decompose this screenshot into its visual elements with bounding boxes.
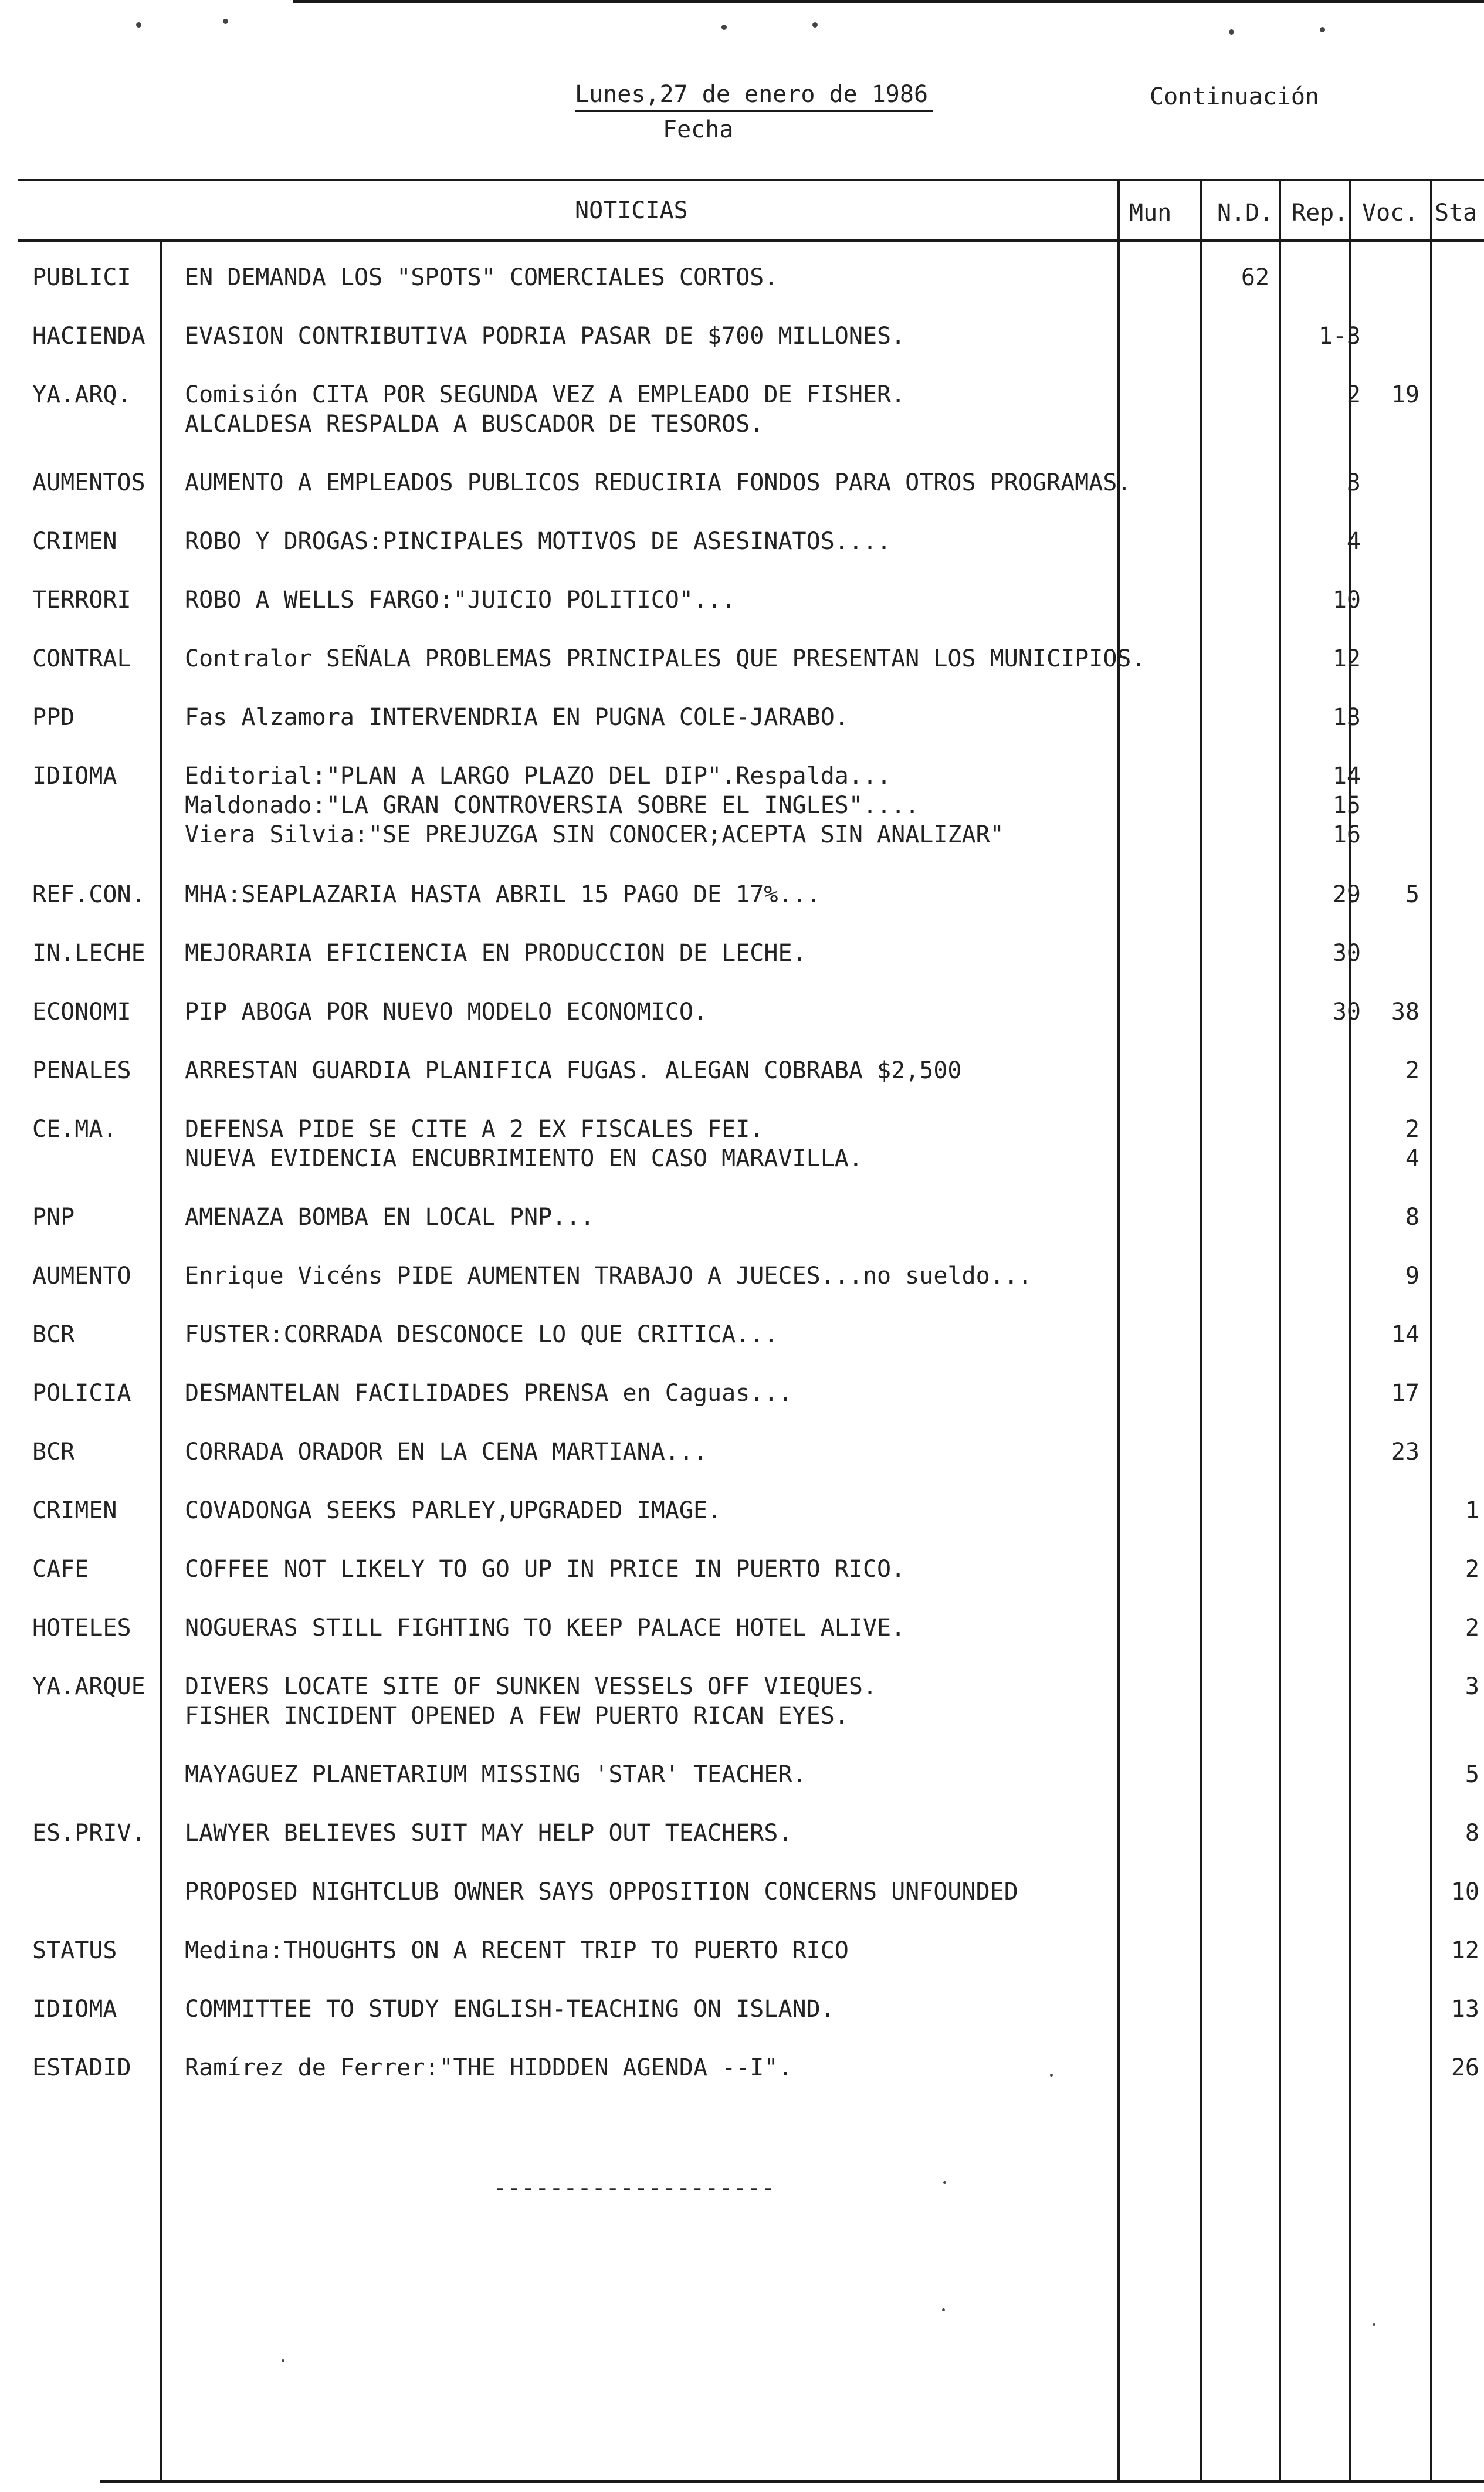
scan-speck — [942, 2308, 945, 2311]
voc-page-number: 38 — [1391, 998, 1419, 1025]
voc-page-number: 5 — [1405, 881, 1419, 908]
column-header-voc: Voc. — [1362, 199, 1419, 226]
scan-speck — [1373, 2323, 1375, 2326]
news-headline: MAYAGUEZ PLANETARIUM MISSING 'STAR' TEACHER. — [185, 1761, 807, 1788]
scan-speck — [721, 25, 727, 30]
news-headline: LAWYER BELIEVES SUIT MAY HELP OUT TEACHERS. — [185, 1820, 792, 1847]
news-headline: NOGUERAS STILL FIGHTING TO KEEP PALACE HOTEL ALIVE. — [185, 1614, 906, 1641]
section-code: STATUS — [32, 1937, 117, 1964]
section-code: AUMENTOS — [32, 469, 145, 496]
section-code: HOTELES — [32, 1614, 131, 1641]
sta-page-number: 26 — [1451, 2054, 1479, 2081]
sta-page-number: 2 — [1465, 1614, 1479, 1641]
news-headline: PIP ABOGA POR NUEVO MODELO ECONOMICO. — [185, 998, 708, 1025]
news-headline: COFFEE NOT LIKELY TO GO UP IN PRICE IN PUERTO RICO. — [185, 1556, 906, 1583]
column-header-rep: Rep. — [1292, 199, 1349, 226]
scan-speck — [943, 2181, 946, 2184]
table-bottom-line — [100, 2480, 1484, 2483]
scan-speck — [1050, 2074, 1053, 2077]
header-continuation: Continuación — [1150, 83, 1319, 110]
news-headline: MHA:SEAPLAZARIA HASTA ABRIL 15 PAGO DE 17%... — [185, 881, 821, 908]
section-code: PENALES — [32, 1057, 131, 1084]
rep-page-number: 12 — [1332, 645, 1361, 672]
sta-page-number: 8 — [1465, 1820, 1479, 1847]
sta-page-number: 2 — [1465, 1556, 1479, 1583]
section-code: ES.PRIV. — [32, 1820, 145, 1847]
column-divider-nd — [1200, 179, 1202, 2480]
section-code: IDIOMA — [32, 1996, 117, 2023]
news-headline: Enrique Vicéns PIDE AUMENTEN TRABAJO A JUECES...no sueldo... — [185, 1262, 1032, 1289]
rep-page-number: 10 — [1332, 587, 1361, 614]
header-date-label: Fecha — [663, 116, 734, 143]
date-underline — [575, 110, 933, 112]
rep-page-number: 29 — [1332, 881, 1361, 908]
scan-speck — [812, 22, 818, 28]
section-code: AUMENTO — [32, 1262, 131, 1289]
news-headline: Editorial:"PLAN A LARGO PLAZO DEL DIP".Respalda... — [185, 763, 892, 790]
news-headline: COVADONGA SEEKS PARLEY,UPGRADED IMAGE. — [185, 1497, 722, 1524]
section-code: YA.ARQUE — [32, 1673, 145, 1700]
section-code: PPD — [32, 704, 75, 731]
column-divider-mun — [1117, 179, 1120, 2480]
section-code: BCR — [32, 1438, 75, 1465]
table-top-line — [18, 179, 1484, 181]
rep-page-number: 30 — [1332, 940, 1361, 967]
footer-rule: -------------------- — [493, 2175, 775, 2202]
news-headline: COMMITTEE TO STUDY ENGLISH-TEACHING ON ISLAND. — [185, 1996, 835, 2023]
sta-page-number: 13 — [1451, 1996, 1479, 2023]
news-headline: Comisión CITA POR SEGUNDA VEZ A EMPLEADO DE FISHER. — [185, 381, 906, 408]
news-headline: ROBO Y DROGAS:PINCIPALES MOTIVOS DE ASESINATOS.... — [185, 528, 892, 555]
news-headline: ROBO A WELLS FARGO:"JUICIO POLITICO"... — [185, 587, 736, 614]
section-code: CONTRAL — [32, 645, 131, 672]
sta-page-number: 10 — [1451, 1878, 1479, 1905]
column-header-sta: Sta — [1435, 199, 1478, 226]
voc-page-number: 17 — [1391, 1380, 1419, 1407]
column-divider-voc — [1349, 179, 1351, 2480]
voc-page-number: 2 — [1405, 1057, 1419, 1084]
rep-page-number: 1-3 — [1318, 323, 1361, 350]
scan-speck — [282, 2359, 284, 2362]
scan-speck — [1320, 27, 1325, 32]
section-code: IN.LECHE — [32, 940, 145, 967]
news-headline: FISHER INCIDENT OPENED A FEW PUERTO RICAN EYES. — [185, 1702, 849, 1729]
news-headline: DIVERS LOCATE SITE OF SUNKEN VESSELS OFF VIEQUES. — [185, 1673, 877, 1700]
sta-page-number: 1 — [1465, 1497, 1479, 1524]
section-code: REF.CON. — [32, 881, 145, 908]
news-headline: AMENAZA BOMBA EN LOCAL PNP... — [185, 1204, 595, 1231]
news-headline: EN DEMANDA LOS "SPOTS" COMERCIALES CORTOS. — [185, 264, 778, 291]
voc-page-number: 8 — [1405, 1204, 1419, 1231]
column-divider-rep — [1279, 179, 1281, 2480]
section-code: CAFE — [32, 1556, 89, 1583]
news-headline: Contralor SEÑALA PROBLEMAS PRINCIPALES QUE PRESENTAN LOS MUNICIPIOS. — [185, 645, 1146, 672]
news-headline: ARRESTAN GUARDIA PLANIFICA FUGAS. ALEGAN COBRABA $2,500 — [185, 1057, 962, 1084]
voc-page-number: 9 — [1405, 1262, 1419, 1289]
news-headline: PROPOSED NIGHTCLUB OWNER SAYS OPPOSITION CONCERNS UNFOUNDED — [185, 1878, 1018, 1905]
column-divider-section — [160, 239, 162, 2480]
section-code: ECONOMI — [32, 998, 131, 1025]
section-code: CRIMEN — [32, 1497, 117, 1524]
rep-page-number: 2 — [1346, 381, 1361, 408]
news-headline: Viera Silvia:"SE PREJUZGA SIN CONOCER;ACEPTA SIN ANALIZAR" — [185, 821, 1004, 848]
section-code: POLICIA — [32, 1380, 131, 1407]
column-header-nd: N.D. — [1217, 199, 1274, 226]
sta-page-number: 5 — [1465, 1761, 1479, 1788]
scan-speck — [136, 22, 141, 28]
section-code: PUBLICI — [32, 264, 131, 291]
news-headline: Maldonado:"LA GRAN CONTROVERSIA SOBRE EL INGLES".... — [185, 792, 920, 819]
column-header-mun: Mun — [1129, 199, 1172, 226]
rep-page-number: 4 — [1346, 528, 1361, 555]
news-headline: DEFENSA PIDE SE CITE A 2 EX FISCALES FEI. — [185, 1116, 764, 1143]
news-headline: ALCALDESA RESPALDA A BUSCADOR DE TESOROS. — [185, 411, 764, 438]
section-code: ESTADID — [32, 2054, 131, 2081]
table-header-line — [18, 239, 1484, 242]
voc-page-number: 23 — [1391, 1438, 1419, 1465]
news-headline: Ramírez de Ferrer:"THE HIDDDEN AGENDA --I". — [185, 2054, 792, 2081]
section-code: HACIENDA — [32, 323, 145, 350]
sta-page-number: 3 — [1465, 1673, 1479, 1700]
rep-page-number: 14 15 16 — [1332, 763, 1361, 848]
rep-page-number: 13 — [1332, 704, 1361, 731]
section-code: BCR — [32, 1321, 75, 1348]
scan-speck — [223, 19, 228, 24]
news-headline: NUEVA EVIDENCIA ENCUBRIMIENTO EN CASO MARAVILLA. — [185, 1145, 863, 1172]
news-headline: MEJORARIA EFICIENCIA EN PRODUCCION DE LECHE. — [185, 940, 807, 967]
section-code: CRIMEN — [32, 528, 117, 555]
section-code: TERRORI — [32, 587, 131, 614]
rep-page-number: 3 — [1346, 469, 1361, 496]
news-headline: DESMANTELAN FACILIDADES PRENSA en Caguas... — [185, 1380, 792, 1407]
section-code: CE.MA. — [32, 1116, 117, 1143]
voc-page-number: 19 — [1391, 381, 1419, 408]
news-headline: Fas Alzamora INTERVENDRIA EN PUGNA COLE-JARABO. — [185, 704, 849, 731]
scan-speck — [1229, 29, 1234, 35]
column-header-noticias: NOTICIAS — [575, 197, 688, 224]
section-code: PNP — [32, 1204, 75, 1231]
sta-page-number: 12 — [1451, 1937, 1479, 1964]
rep-page-number: 30 — [1332, 998, 1361, 1025]
header-date: Lunes,27 de enero de 1986 — [575, 81, 929, 108]
voc-page-number: 2 4 — [1405, 1116, 1419, 1172]
news-headline: FUSTER:CORRADA DESCONOCE LO QUE CRITICA... — [185, 1321, 778, 1348]
news-headline: AUMENTO A EMPLEADOS PUBLICOS REDUCIRIA FONDOS PARA OTROS PROGRAMAS. — [185, 469, 1131, 496]
top-edge-line — [293, 0, 1484, 3]
news-headline: CORRADA ORADOR EN LA CENA MARTIANA... — [185, 1438, 708, 1465]
news-headline: EVASION CONTRIBUTIVA PODRIA PASAR DE $700 MILLONES. — [185, 323, 906, 350]
column-divider-sta — [1430, 179, 1432, 2480]
voc-page-number: 14 — [1391, 1321, 1419, 1348]
nd-page-number: 62 — [1241, 264, 1270, 291]
section-code: YA.ARQ. — [32, 381, 131, 408]
section-code: IDIOMA — [32, 763, 117, 790]
news-headline: Medina:THOUGHTS ON A RECENT TRIP TO PUERTO RICO — [185, 1937, 849, 1964]
